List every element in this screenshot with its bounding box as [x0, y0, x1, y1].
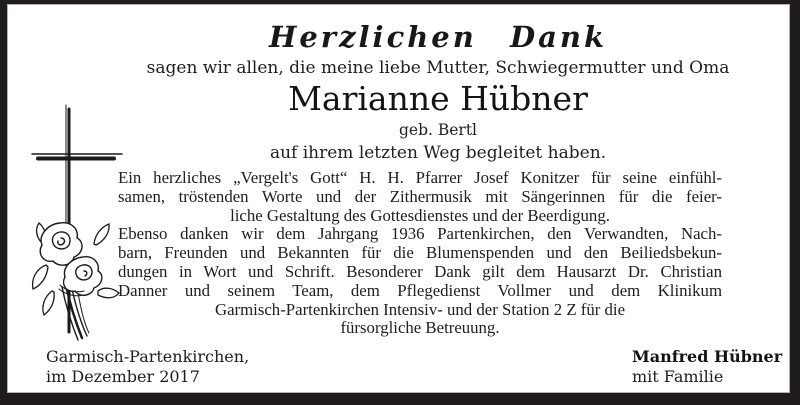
- maiden-name: geb. Bertl: [398, 121, 478, 139]
- place-date: [46, 347, 249, 386]
- body-line: Ein herzliches „Vergelt's Gott“ H. H. Pfarrer Josef Konitzer für seine einfühl-: [118, 168, 722, 187]
- body-line: liche Gestaltung des Gottesdienstes und der Beerdigung.: [230, 205, 610, 225]
- body-line: Garmisch-Partenkirchen Intensiv- und der Station 2 Z für die: [214, 299, 626, 319]
- body-line: Ebenso danken wir dem Jahrgang 1936 Partenkirchen, den Verwandten, Nach-: [118, 224, 722, 244]
- thank-you-text: [118, 169, 722, 338]
- signature-sub: mit Familie: [632, 366, 724, 386]
- page-title: Herzlichen Dank: [268, 20, 608, 54]
- deceased-name: Marianne Hübner: [288, 79, 588, 118]
- rose-icon: [64, 257, 102, 296]
- signature: [632, 347, 782, 386]
- date-line: im Dezember 2017: [46, 366, 200, 386]
- notice-header: [108, 19, 768, 165]
- intro-line: sagen wir allen, die meine liebe Mutter, Schwiegermutter und Oma: [146, 58, 730, 78]
- place-line: Garmisch-Partenkirchen,: [46, 347, 250, 366]
- notice-card: [7, 4, 790, 393]
- body-line: samen, tröstenden Worte und der Zithermusik mit Sängerinnen für die feier-: [118, 186, 722, 206]
- signature-name: Manfred Hübner: [632, 347, 783, 366]
- farewell-line: auf ihrem letzten Weg begleitet haben.: [269, 143, 607, 163]
- body-line: barn, Freunden und Bekannten für die Blumenspenden und den Beiliedsbekun-: [118, 243, 722, 263]
- body-line: Danner und seinem Team, dem Pflegedienst Vollmer und dem Klinikum: [118, 280, 722, 300]
- body-line: fürsorgliche Betreuung.: [340, 318, 500, 338]
- body-line: dungen in Wort und Schrift. Besonderer Dank gilt dem Hausarzt Dr. Christian: [118, 261, 722, 281]
